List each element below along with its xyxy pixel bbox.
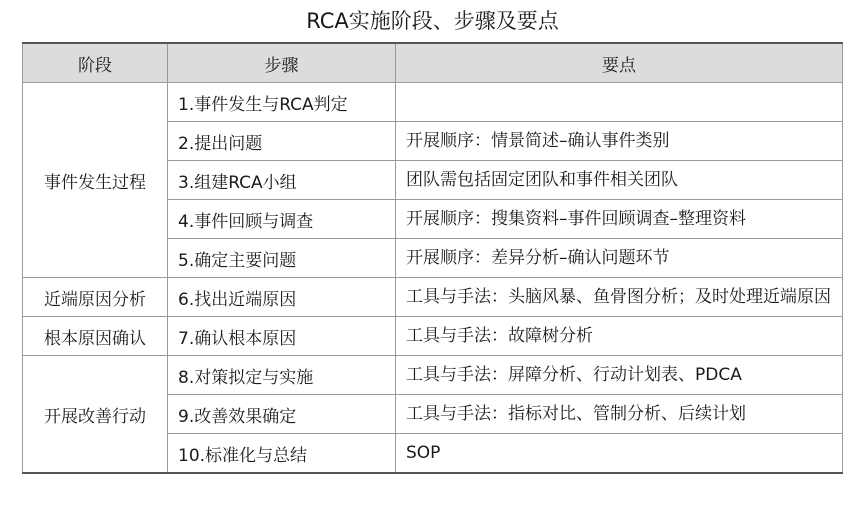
- header-key: 要点: [396, 43, 843, 83]
- key-cell: 工具与手法：头脑风暴、鱼骨图分析；及时处理近端原因: [396, 278, 843, 317]
- key-cell: 团队需包括固定团队和事件相关团队: [396, 161, 843, 200]
- key-cell: 工具与手法：故障树分析: [396, 317, 843, 356]
- header-stage: 阶段: [23, 43, 168, 83]
- step-cell: 2.提出问题: [168, 122, 396, 161]
- rca-table: [22, 42, 843, 474]
- header-step: 步骤: [168, 43, 396, 83]
- table-row: [23, 83, 843, 122]
- step-cell: 7.确认根本原因: [168, 317, 396, 356]
- step-cell: 4.事件回顾与调查: [168, 200, 396, 239]
- header-row: [23, 43, 843, 83]
- key-cell: 工具与手法：指标对比、管制分析、后续计划: [396, 395, 843, 434]
- step-cell: 10.标准化与总结: [168, 434, 396, 474]
- step-cell: 6.找出近端原因: [168, 278, 396, 317]
- table-row: [23, 356, 843, 395]
- key-cell: 工具与手法：屏障分析、行动计划表、PDCA: [396, 356, 843, 395]
- step-cell: 9.改善效果确定: [168, 395, 396, 434]
- key-cell: 开展顺序：搜集资料–事件回顾调查–整理资料: [396, 200, 843, 239]
- step-cell: 3.组建RCA小组: [168, 161, 396, 200]
- step-cell: 8.对策拟定与实施: [168, 356, 396, 395]
- step-cell: 5.确定主要问题: [168, 239, 396, 278]
- table-title: RCA实施阶段、步骤及要点: [306, 9, 559, 33]
- stage-cell: 开展改善行动: [23, 356, 168, 474]
- table-row: [23, 278, 843, 317]
- key-cell: 开展顺序：差异分析–确认问题环节: [396, 239, 843, 278]
- key-cell: SOP: [396, 434, 843, 474]
- stage-cell: 近端原因分析: [23, 278, 168, 317]
- stage-cell: 根本原因确认: [23, 317, 168, 356]
- step-cell: 1.事件发生与RCA判定: [168, 83, 396, 122]
- stage-cell: 事件发生过程: [23, 83, 168, 278]
- key-cell: 开展顺序：情景简述–确认事件类别: [396, 122, 843, 161]
- table-row: [23, 317, 843, 356]
- key-cell: [396, 83, 843, 122]
